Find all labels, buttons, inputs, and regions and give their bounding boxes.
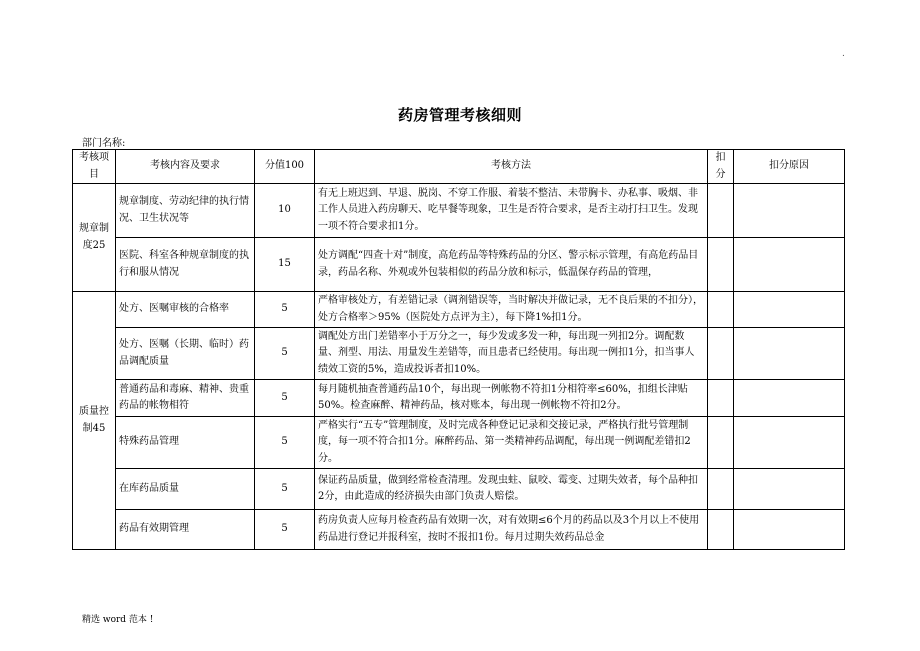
table-row [73, 328, 845, 380]
score-cell: 5 [255, 417, 315, 469]
header-reason: 扣分原因 [734, 150, 845, 184]
requirement-cell: 特殊药品管理 [116, 417, 255, 469]
deduct-cell [708, 292, 734, 328]
deduct-cell [708, 184, 734, 238]
method-cell: 药房负责人应每月检查药品有效期一次，对有效期≤6个月的药品以及3个月以上不使用药品进行登记并报科室，按时不报扣1份。每月过期失效药品总金 [315, 510, 708, 550]
reason-cell [734, 184, 845, 238]
header-row [73, 150, 845, 184]
footer-text: 精选 word 范本 ! [82, 615, 154, 625]
method-cell: 有无上班迟到、早退、脱岗、不穿工作服、着装不整洁、未带胸卡、办私事、吸烟、非工作人员进入药房聊天、吃早餐等现象，卫生是否符合要求，是否主动打扫卫生。发现一项不符合要求扣1分。 [315, 184, 708, 238]
reason-cell [734, 328, 845, 380]
header-deduct: 扣分 [708, 150, 734, 184]
method-cell: 每月随机抽查普通药品10个，每出现一例帐物不符扣1分相符率≤60%，扣组长津贴50%。检查麻醉、精神药品，核对账本，每出现一例帐物不符扣2分。 [315, 380, 708, 417]
department-label: 部门名称: [82, 138, 126, 149]
method-cell: 保证药品质量，做到经常检查清理。发现虫蛀、鼠咬、霉变、过期失效者，每个品种扣2分，由此造成的经济损失由部门负责人赔偿。 [315, 469, 708, 510]
category-rules: 规章制度25 [73, 184, 116, 292]
method-cell: 严格实行“五专”管理制度，及时完成各种登记记录和交接记录，严格执行批号管理制度，每一项不符合扣1分。麻醉药品、第一类精神药品调配，每出现一例调配差错扣2分。 [315, 417, 708, 469]
requirement-cell: 规章制度、劳动纪律的执行情况、卫生状况等 [116, 184, 255, 238]
requirement-cell: 在库药品质量 [116, 469, 255, 510]
requirement-cell: 药品有效期管理 [116, 510, 255, 550]
header-method: 考核方法 [315, 150, 708, 184]
reason-cell [734, 510, 845, 550]
header-content: 考核内容及要求 [116, 150, 255, 184]
score-cell: 5 [255, 292, 315, 328]
table-row [73, 380, 845, 417]
assessment-table [72, 149, 845, 550]
score-cell: 15 [255, 238, 315, 292]
table-row [73, 238, 845, 292]
method-cell: 处方调配“四查十对”制度，高危药品等特殊药品的分区、警示标示管理，有高危药品目录，药品名称、外观或外包装相似的药品分放和标示，低温保存药品的管理， [315, 238, 708, 292]
category-quality: 质量控制45 [73, 292, 116, 550]
requirement-cell: 处方、医嘱（长期、临时）药品调配质量 [116, 328, 255, 380]
deduct-cell [708, 380, 734, 417]
deduct-cell [708, 328, 734, 380]
page-title: 药房管理考核细则 [397, 106, 522, 124]
score-cell: 5 [255, 380, 315, 417]
table-row [73, 469, 845, 510]
table-row [73, 184, 845, 238]
score-cell: 5 [255, 510, 315, 550]
table-row [73, 510, 845, 550]
reason-cell [734, 469, 845, 510]
score-cell: 10 [255, 184, 315, 238]
requirement-cell: 处方、医嘱审核的合格率 [116, 292, 255, 328]
reason-cell [734, 292, 845, 328]
score-cell: 5 [255, 469, 315, 510]
deduct-cell [708, 417, 734, 469]
requirement-cell: 普通药品和毒麻、精神、贵重药品的帐物相符 [116, 380, 255, 417]
method-cell: 严格审核处方，有差错记录（调剂错误等，当时解决并做记录，无不良后果的不扣分），处方合格率＞95%（医院处方点评为主），每下降1%扣1分。 [315, 292, 708, 328]
deduct-cell [708, 510, 734, 550]
deduct-cell [708, 238, 734, 292]
header-score: 分值100 [255, 150, 315, 184]
table-row [73, 417, 845, 469]
method-cell: 调配处方出门差错率小于万分之一，每少发或多发一种，每出现一列扣2分。调配数量、剂型、用法、用量发生差错等，而且患者已经使用。每出现一例扣1分，扣当事人绩效工资的5%，造成投诉者扣10%。 [315, 328, 708, 380]
deduct-cell [708, 469, 734, 510]
corner-mark: . [842, 49, 845, 59]
table-row [73, 292, 845, 328]
reason-cell [734, 238, 845, 292]
requirement-cell: 医院、科室各种规章制度的执行和服从情况 [116, 238, 255, 292]
reason-cell [734, 380, 845, 417]
score-cell: 5 [255, 328, 315, 380]
reason-cell [734, 417, 845, 469]
header-item: 考核项目 [73, 150, 116, 184]
